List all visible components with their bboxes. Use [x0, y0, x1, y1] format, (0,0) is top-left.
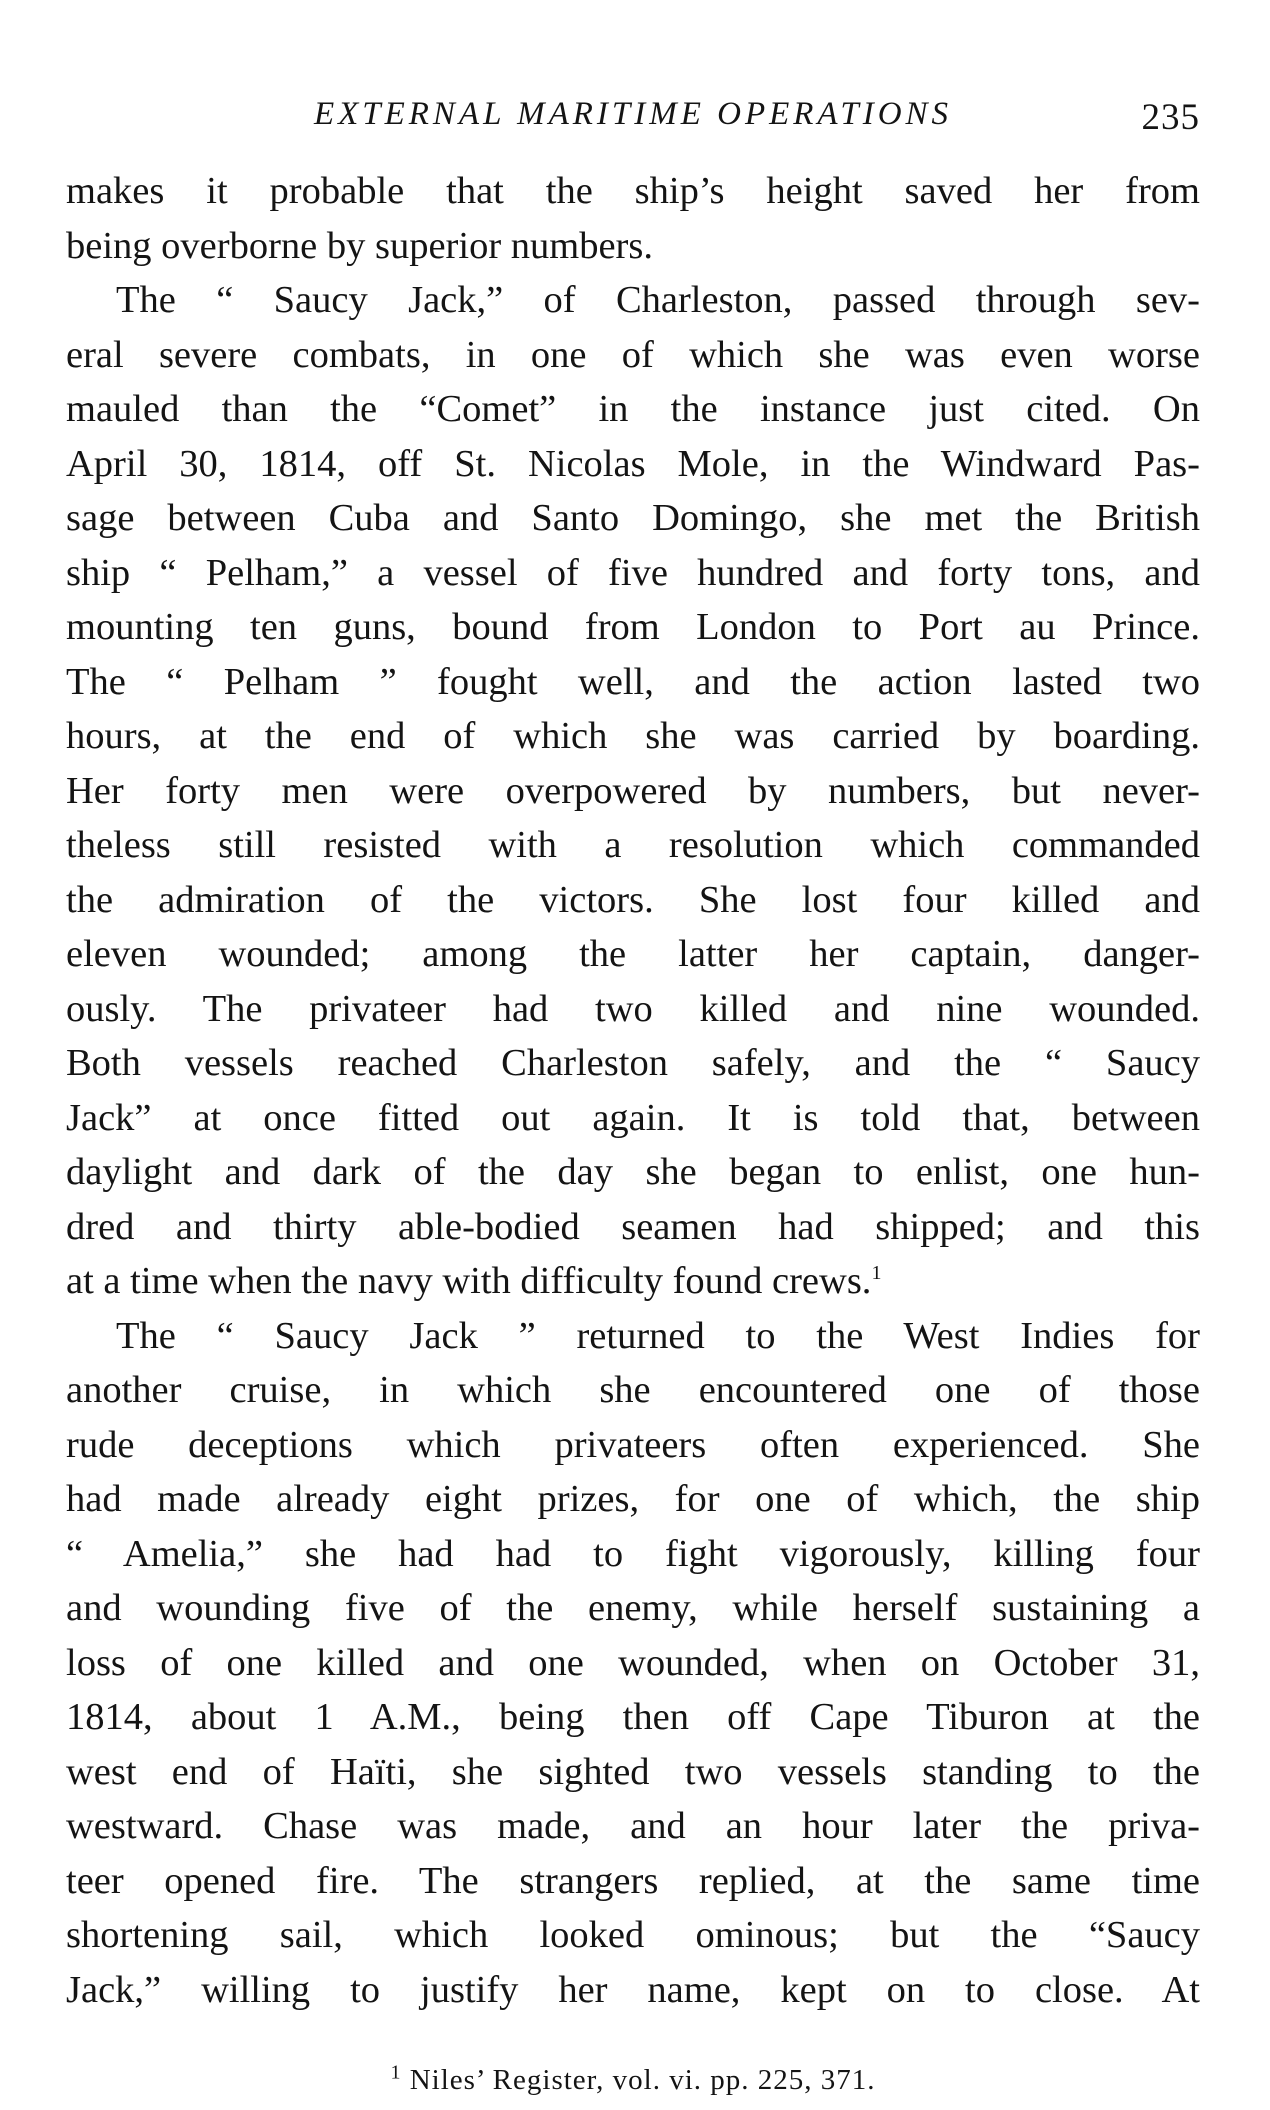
running-title: EXTERNAL MARITIME OPERATIONS: [313, 96, 953, 132]
text-line: ship “ Pelham,” a vessel of five hundred and forty tons, and: [66, 551, 1200, 594]
running-head: [66, 96, 1200, 152]
text-line: makes it probable that the ship’s height saved her from: [66, 170, 1200, 212]
text-line: Both vessels reached Charleston safely, and the “ Saucy: [66, 1042, 1200, 1084]
text-line: Jack” at once fitted out again. It is told that, between: [66, 1096, 1200, 1139]
text-line: Her forty men were overpowered by numbers, but never-: [66, 769, 1200, 812]
text-line: loss of one killed and one wounded, when on October 31,: [66, 1641, 1200, 1684]
text-line: The “ Pelham ” fought well, and the action lasted two: [66, 660, 1200, 703]
page-number: 235: [1141, 97, 1200, 138]
text-line: hours, at the end of which she was carried by boarding.: [66, 715, 1200, 757]
text-line: April 30, 1814, off St. Nicolas Mole, in the Windward Pas-: [66, 442, 1200, 485]
text-line: the admiration of the victors. She lost four killed and: [66, 878, 1200, 921]
text-line-content: at a time when the navy with difficulty found crews.: [66, 1260, 872, 1302]
text-line: another cruise, in which she encountered one of those: [66, 1369, 1200, 1411]
footnote: [66, 2061, 1200, 2097]
text-line: “ Amelia,” she had had to fight vigorously, killing four: [66, 1532, 1200, 1575]
text-line: rude deceptions which privateers often experienced. She: [66, 1423, 1200, 1466]
footnote-reference[interactable]: 1: [871, 1262, 882, 1285]
text-line-with-footnote: [66, 1254, 1200, 1309]
text-line: daylight and dark of the day she began to enlist, one hun-: [66, 1151, 1200, 1193]
text-line: being overborne by superior numbers.: [66, 224, 653, 267]
text-line: eleven wounded; among the latter her captain, danger-: [66, 933, 1200, 975]
text-line: shortening sail, which looked ominous; but the “Saucy: [66, 1914, 1200, 1956]
text-line: west end of Haïti, she sighted two vessels standing to the: [66, 1750, 1200, 1793]
book-page: [66, 96, 1200, 2096]
text-line: mounting ten guns, bound from London to Port au Prince.: [66, 606, 1200, 648]
footnote-text: Niles’ Register, vol. vi. pp. 225, 371.: [409, 2064, 876, 2096]
text-line: and wounding five of the enemy, while herself sustaining a: [66, 1587, 1200, 1629]
text-line: had made already eight prizes, for one of which, the ship: [66, 1478, 1200, 1520]
text-line: mauled than the “Comet” in the instance just cited. On: [66, 388, 1200, 430]
text-line: The “ Saucy Jack ” returned to the West Indies for: [116, 1314, 1200, 1357]
text-line: The “ Saucy Jack,” of Charleston, passed through sev-: [116, 279, 1200, 321]
text-line: theless still resisted with a resolution which commanded: [66, 824, 1200, 866]
paragraph-2: [66, 273, 1200, 1309]
text-line: eral severe combats, in one of which she was even worse: [66, 333, 1200, 376]
text-line: ously. The privateer had two killed and nine wounded.: [66, 987, 1200, 1030]
text-line: westward. Chase was made, and an hour later the priva-: [66, 1805, 1200, 1847]
paragraph-3: [66, 1309, 1200, 2018]
footnote-marker: 1: [390, 2061, 402, 2084]
text-line: teer opened fire. The strangers replied, at the same time: [66, 1859, 1200, 1902]
text-line: sage between Cuba and Santo Domingo, she met the British: [66, 497, 1200, 539]
text-line: Jack,” willing to justify her name, kept on to close. At: [66, 1968, 1200, 2011]
text-line: 1814, about 1 A.M., being then off Cape Tiburon at the: [66, 1696, 1200, 1738]
paragraph-1: [66, 164, 1200, 273]
text-line: dred and thirty able-bodied seamen had shipped; and this: [66, 1205, 1200, 1248]
